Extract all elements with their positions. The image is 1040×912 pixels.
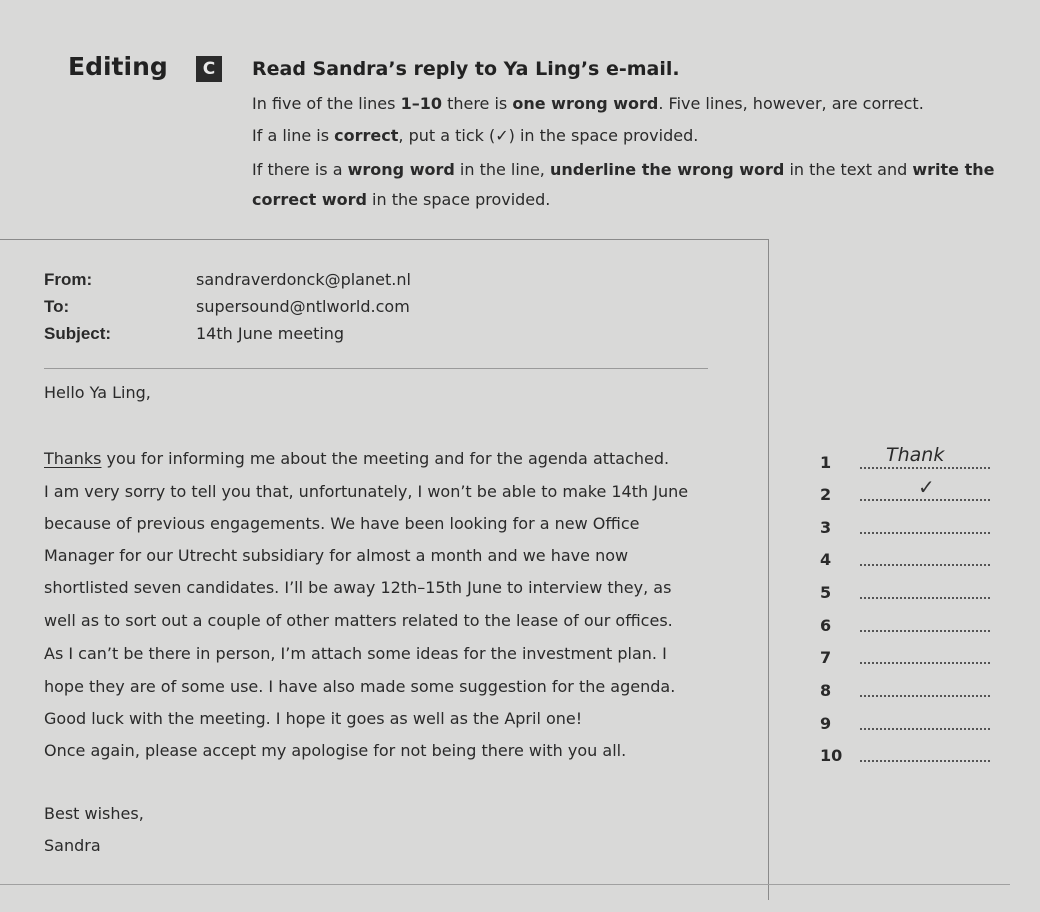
answer-field-9[interactable] bbox=[860, 710, 990, 730]
to-label: To: bbox=[44, 297, 70, 316]
answer-field-1[interactable]: Thank bbox=[860, 449, 990, 469]
answer-number-6: 6 bbox=[820, 616, 832, 635]
section-badge: C bbox=[196, 56, 222, 82]
tick-mark: ✓ bbox=[918, 475, 935, 499]
email-line-1: Thanks you for informing me about the meeting and for the agenda attached. bbox=[44, 449, 670, 468]
answer-field-2[interactable] bbox=[860, 475, 990, 501]
answer-field-5[interactable] bbox=[860, 579, 990, 599]
answer-field-10[interactable] bbox=[860, 742, 990, 762]
answer-number-10: 10 bbox=[820, 746, 843, 765]
instruction-line-3: If there is a wrong word in the line, underline the wrong word in the text and write the bbox=[252, 160, 995, 179]
answer-field-3[interactable] bbox=[860, 514, 990, 534]
header-divider bbox=[44, 368, 708, 369]
email-greeting: Hello Ya Ling, bbox=[44, 383, 151, 402]
email-line-6: well as to sort out a couple of other matters related to the lease of our offices. bbox=[44, 611, 673, 630]
answer-number-4: 4 bbox=[820, 550, 832, 569]
answer-field-7[interactable] bbox=[860, 644, 990, 664]
answer-number-9: 9 bbox=[820, 714, 832, 733]
from-label: From: bbox=[44, 270, 93, 289]
answer-number-5: 5 bbox=[820, 583, 832, 602]
email-line-4: Manager for our Utrecht subsidiary for almost a month and we have now bbox=[44, 546, 629, 565]
email-line-5: shortlisted seven candidates. I’ll be away 12th–15th June to interview they, as bbox=[44, 578, 672, 597]
email-line-2: I am very sorry to tell you that, unfortunately, I won’t be able to make 14th June bbox=[44, 482, 689, 501]
instruction-line-4: correct word in the space provided. bbox=[252, 190, 551, 209]
email-line-3: because of previous engagements. We have been looking for a new Office bbox=[44, 514, 640, 533]
answer-field-6[interactable] bbox=[860, 612, 990, 632]
email-frame bbox=[0, 239, 769, 900]
answer-number-1: 1 bbox=[820, 453, 832, 472]
email-signature: Sandra bbox=[44, 836, 101, 855]
email-line-7: As I can’t be there in person, I’m attach some ideas for the investment plan. I bbox=[44, 644, 667, 663]
email-closing: Best wishes, bbox=[44, 804, 144, 823]
subject-value: 14th June meeting bbox=[196, 324, 345, 343]
from-value: sandraverdonck@planet.nl bbox=[196, 270, 411, 289]
answer-field-4[interactable] bbox=[860, 546, 990, 566]
section-title: Editing bbox=[68, 52, 168, 81]
email-line-10: Once again, please accept my apologise for not being there with you all. bbox=[44, 741, 627, 760]
answer-field-8[interactable] bbox=[860, 677, 990, 697]
answer-number-7: 7 bbox=[820, 648, 832, 667]
bottom-divider bbox=[0, 884, 1010, 885]
to-value: supersound@ntlworld.com bbox=[196, 297, 410, 316]
task-heading: Read Sandra’s reply to Ya Ling’s e-mail. bbox=[252, 58, 680, 80]
answer-number-3: 3 bbox=[820, 518, 832, 537]
underlined-word: Thanks bbox=[44, 449, 102, 468]
instruction-line-1: In five of the lines 1–10 there is one wrong word. Five lines, however, are correct. bbox=[252, 94, 924, 113]
instruction-line-2: If a line is correct, put a tick (✓) in the space provided. bbox=[252, 126, 699, 145]
email-line-9: Good luck with the meeting. I hope it goes as well as the April one! bbox=[44, 709, 583, 728]
answer-number-8: 8 bbox=[820, 681, 832, 700]
answer-number-2: 2 bbox=[820, 485, 832, 504]
email-line-8: hope they are of some use. I have also made some suggestion for the agenda. bbox=[44, 677, 676, 696]
subject-label: Subject: bbox=[44, 324, 112, 343]
